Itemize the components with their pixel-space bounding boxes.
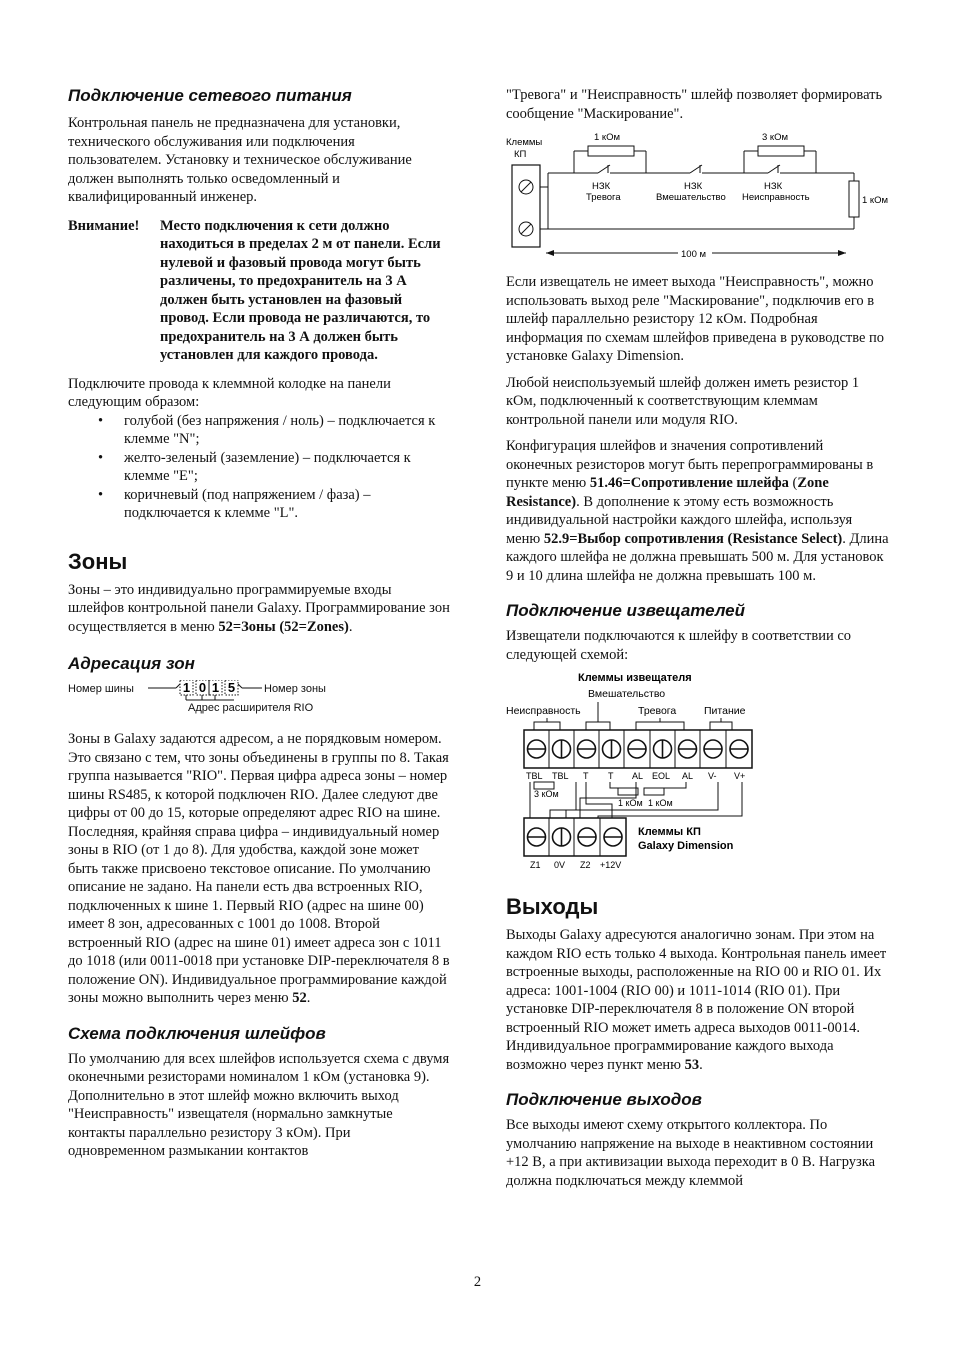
diag-switch-3-label: Неисправность	[742, 192, 810, 203]
diag-resistor-2: 3 кОм	[762, 132, 788, 143]
diag2-power: Питание	[704, 705, 746, 717]
address-digits	[180, 680, 238, 695]
zones-title: Зоны	[68, 548, 128, 574]
addressing-title: Адресация зон	[68, 654, 195, 673]
detector-terminal-label: EOL	[652, 771, 671, 781]
diag2-header: Клеммы извещателя	[578, 672, 692, 684]
para-resistance-config: Конфигурация шлейфов и значения сопротивлений оконечных резисторов могут быть перепрограммированы в пункте меню 51.46=Сопротивление шлейфа (Zone Resistance). В дополнение к этому есть возможность индивидуальной настройки каждого шлейфа, используя меню 52.9=Выбор сопротивления (Resistance Select). Длина каждого шлейфа не должна превышать 500 м. Для установок 9 и 10 длина шлейфа не должна превышать 100 м.	[506, 438, 889, 584]
detectors-title: Подключение извещателей	[506, 601, 746, 620]
diag-switch-1-label: Тревога	[586, 192, 621, 203]
address-digit: 5	[227, 680, 236, 695]
diag2-fault: Неисправность	[506, 705, 581, 717]
para-masking-relay: Если извещатель не имеет выхода "Неисправность", можно использовать выход реле "Маскирование", подключив его в шлейф параллельно резистору 12 кОм. Подробная информация по схемам шлейфов приведена в руководстве по установке Galaxy Dimension.	[506, 274, 885, 364]
diag-length: 100 м	[681, 249, 707, 260]
diag-resistor-1: 1 кОм	[594, 132, 620, 143]
diag2-alarm: Тревога	[638, 705, 677, 717]
diag2-resistor-3k: 3 кОм	[534, 789, 559, 799]
panel-terminal-label: 0V	[554, 860, 566, 870]
page-number: 2	[473, 1274, 482, 1290]
right-column	[506, 86, 890, 1190]
output-connection-text: Все выходы имеют схему открытого коллектора. По умолчанию напряжение на выходе в неактивном состоянии +12 В, а при активизации выхода переходит в 0 В. Нагрузка должна подключаться между клеммой	[506, 1117, 876, 1189]
outputs-text: Выходы Galaxy адресуются аналогично зонам. При этом на каждом RIO есть только 4 выхода. Контрольная панель имеет встроенные выходы, расположенные на RIO 00 и RIO 01. Их адреса: 1001-1004 (RIO 00) и 1011-1014 (RIO 01). При установке DIP-переключателя 8 в положение ON второй встроенный RIO может иметь адреса выходов 0011-0014. Индивидуальное программирование каждого выхода возможно через пункт меню 53.	[506, 927, 887, 1073]
diag-switch-2-type: НЗК	[684, 181, 703, 192]
outputs-title: Выходы	[506, 894, 599, 919]
detector-terminal-label: T	[583, 771, 589, 781]
panel-terminal-label: +12V	[600, 860, 622, 870]
detector-terminal-label: T	[608, 771, 614, 781]
address-zone-label: Номер зоны	[264, 683, 326, 695]
loop-scheme-text: По умолчанию для всех шлейфов используется схема с двумя оконечными резисторами номиналом 1 кОм (установка 9). Дополнительно в этот шлейф можно включить выход "Неисправность" извещателя (нормально замкнутые контакты параллельно резистору 3 кОм). При одновременном размыкании контактов	[68, 1050, 450, 1159]
warning-text: Место подключения к сети должно находиться в пределах 2 м от панели. Если нулевой и фазовый провода могут быть различены, то предохранитель на 3 А должен быть установлен на фазовый провод. Если провода не различаются, то предохранитель на 3 А должен быть установлен для каждого провода.	[160, 217, 441, 363]
wire-list	[68, 412, 450, 523]
diag-switch-2-label: Вмешательство	[656, 192, 726, 203]
warning-label: Внимание!	[68, 217, 140, 234]
loop-scheme-title: Схема подключения шлейфов	[68, 1023, 326, 1043]
detector-terminal-label: TBL	[552, 771, 569, 781]
address-digit: 1	[182, 680, 191, 695]
list-item: • коричневый (под напряжением / фаза) – подключается к клемме "L".	[68, 486, 450, 523]
address-diagram-svg	[68, 680, 450, 720]
detector-terminal-label: AL	[682, 771, 694, 781]
loop-diagram	[506, 129, 890, 261]
detector-terminal-label: TBL	[526, 771, 543, 781]
address-bus-label: Номер шины	[68, 683, 134, 695]
diag2-panel-label: Galaxy Dimension	[638, 840, 734, 852]
detector-wiring-diagram	[506, 670, 890, 890]
zones-text: Зоны – это индивидуально программируемые входы шлейфов контрольной панели Galaxy. Программирование зон осуществляется в меню 52=Зоны (52=Zones).	[68, 581, 450, 635]
address-diagram	[68, 680, 450, 720]
diag-switch-3-type: НЗК	[764, 181, 783, 192]
continued-text: "Тревога" и "Неисправность" шлейф позволяет формировать сообщение "Маскирование".	[506, 87, 883, 122]
warning-block	[68, 217, 450, 365]
address-digit: 1	[211, 680, 220, 695]
address-rio-label: Адрес расширителя RIO	[188, 702, 314, 714]
connect-intro: Подключите провода к клеммной колодке на панели следующим образом:	[68, 375, 391, 410]
list-item: • желто-зеленый (заземление) – подключается к клемме "E";	[68, 449, 450, 486]
detectors-text: Извещатели подключаются к шлейфу в соответствии со следующей схемой:	[506, 628, 852, 663]
diag2-resistor-1k-a: 1 кОм	[618, 798, 643, 808]
mains-title: Подключение сетевого питания	[68, 86, 352, 105]
diag2-resistor-1k-b: 1 кОм	[648, 798, 673, 808]
detector-terminal-label: V-	[708, 771, 717, 781]
left-column	[68, 86, 450, 1161]
diag2-panel-label: Клеммы КП	[638, 826, 701, 838]
panel-terminals	[528, 818, 623, 856]
diag-terminals-label: КП	[514, 149, 527, 160]
detector-terminal-label: AL	[632, 771, 644, 781]
diag-switch-1-type: НЗК	[592, 181, 611, 192]
diag-resistor-3: 1 кОм	[862, 195, 888, 206]
panel-terminal-label: Z2	[580, 860, 591, 870]
panel-terminal-label: Z1	[530, 860, 541, 870]
addressing-text: Зоны в Galaxy задаются адресом, а не порядковым номером. Это связано с тем, что зоны объединены в группы по 8. Такая группа называется "RIO". Первая цифра адреса зоны – номер шины RS485, к которой подключен RIO. Далее следуют две цифры от 00 до 15, которые определяют адрес RIO на шине. Последняя, крайняя справа цифра – индивидуальный номер зоны в RIO (от 1 до 8). Для удобства, каждой зоне может быть также присвоено текстовое описание. По умолчанию описание не задано. На панели есть два встроенных RIO, подключенных к шине 1. Первый RIO (адрес на шине 00) имеет 8 зон, адресованных с 1001 до 1008. Второй встроенный RIO (адрес на шине 01) имеет адреса зон с 1011 до 1018 (или 0011-0018 при установке DIP-переключателя 8 в положение ON). Индивидуальное программирование каждой зоны можно выполнить через меню 52.	[68, 731, 450, 1006]
detector-terminal-label: V+	[734, 771, 746, 781]
para-unused-loop: Любой неиспользуемый шлейф должен иметь резистор 1 кОм, подключенный к соответствующим клеммам контрольной панели или модуля RIO.	[506, 374, 860, 428]
diag-terminals-label: Клеммы	[506, 137, 543, 148]
mains-intro: Контрольная панель не предназначена для установки, технического обслуживания или подключения пользователем. Установку и техническое обслуживание должен выполнять только осведомленный и квалифицированный инженер.	[68, 115, 412, 205]
output-connection-title: Подключение выходов	[506, 1090, 702, 1109]
list-item: • голубой (без напряжения / ноль) – подключается к клемме "N";	[68, 412, 450, 449]
detector-terminals	[528, 730, 749, 768]
address-digit: 0	[198, 680, 207, 695]
diag2-tamper: Вмешательство	[588, 688, 666, 700]
